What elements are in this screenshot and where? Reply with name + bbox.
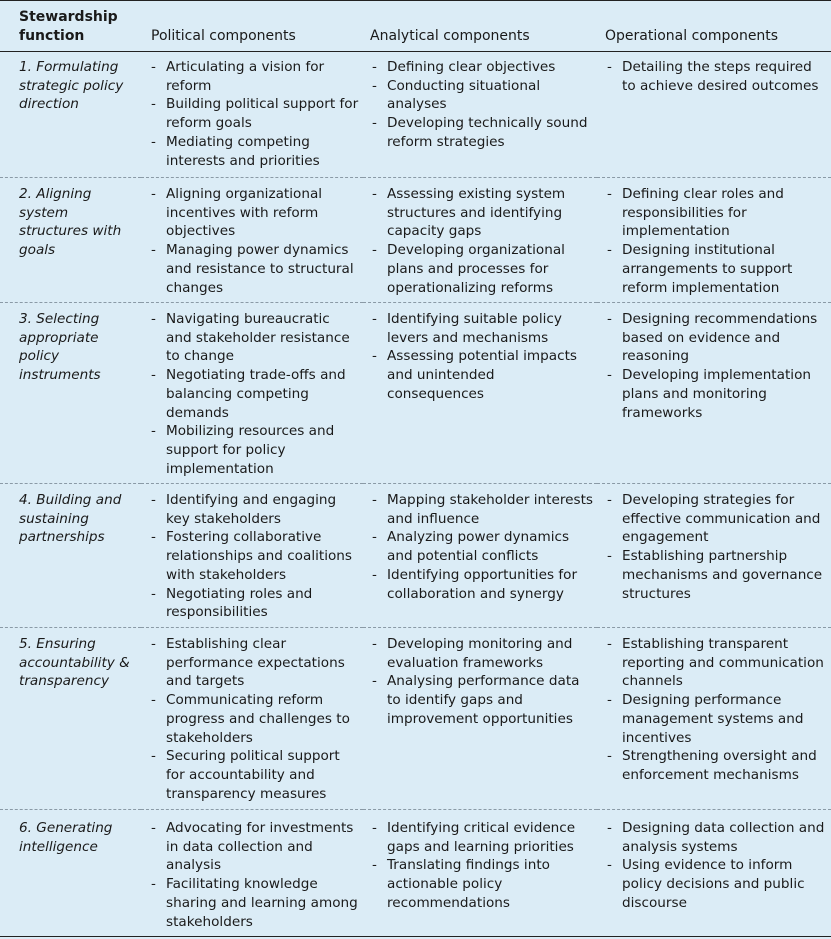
list-item: - Defining clear roles and responsibilities for implementation — [605, 185, 827, 241]
list-item: - Identifying and engaging key stakeholders — [149, 491, 359, 528]
operational-components-cell — [597, 484, 831, 628]
list-item: - Securing political support for accountability and transparency measures — [149, 747, 359, 803]
list-item: - Identifying critical evidence gaps and learning priorities — [370, 819, 593, 856]
political-components-list — [149, 310, 359, 478]
list-item: - Defining clear objectives — [370, 58, 593, 77]
list-item: - Developing organizational plans and processes for operationalizing reforms — [370, 241, 593, 297]
table-body — [0, 52, 831, 937]
stewardship-function-cell: 5. Ensuring accountability & transparency — [19, 636, 130, 690]
political-components-cell — [141, 628, 363, 810]
list-item: - Translating findings into actionable policy recommendations — [370, 856, 593, 912]
list-item: - Conducting situational analyses — [370, 77, 593, 114]
list-item: - Mediating competing interests and priorities — [149, 133, 359, 170]
list-item: - Detailing the steps required to achieve desired outcomes — [605, 58, 827, 95]
list-item: - Identifying suitable policy levers and mechanisms — [370, 310, 593, 347]
political-components-cell — [141, 303, 363, 484]
political-components-list — [149, 58, 359, 170]
list-item: - Facilitating knowledge sharing and learning among stakeholders — [149, 875, 359, 931]
political-components-cell — [141, 810, 363, 937]
table-row — [0, 52, 831, 178]
analytical-components-list — [370, 310, 593, 404]
list-item: - Mobilizing resources and support for policy implementation — [149, 422, 359, 478]
analytical-components-cell — [363, 178, 597, 303]
analytical-components-list — [370, 185, 593, 297]
list-item: - Designing performance management systems and incentives — [605, 691, 827, 747]
operational-components-list — [605, 819, 827, 913]
list-item: - Establishing transparent reporting and communication channels — [605, 635, 827, 691]
analytical-components-list — [370, 58, 593, 152]
operational-components-list — [605, 635, 827, 785]
operational-components-cell — [597, 628, 831, 810]
analytical-components-list — [370, 819, 593, 913]
list-item: - Developing strategies for effective communication and engagement — [605, 491, 827, 547]
analytical-components-list — [370, 491, 593, 603]
list-item: - Designing data collection and analysis systems — [605, 819, 827, 856]
table-row — [0, 178, 831, 303]
header-analytical-components: Analytical components — [370, 28, 530, 44]
list-item: - Aligning organizational incentives with reform objectives — [149, 185, 359, 241]
stewardship-function-cell: 3. Selecting appropriate policy instruments — [19, 311, 101, 384]
list-item: - Designing institutional arrangements to support reform implementation — [605, 241, 827, 297]
list-item: - Assessing existing system structures and identifying capacity gaps — [370, 185, 593, 241]
political-components-cell — [141, 52, 363, 178]
table-header — [0, 1, 831, 52]
political-components-list — [149, 819, 359, 931]
political-components-list — [149, 635, 359, 803]
operational-components-list — [605, 58, 827, 95]
political-components-list — [149, 491, 359, 622]
list-item: - Negotiating roles and responsibilities — [149, 585, 359, 622]
list-item: - Mapping stakeholder interests and influence — [370, 491, 593, 528]
operational-components-list — [605, 491, 827, 603]
list-item: - Negotiating trade-offs and balancing competing demands — [149, 366, 359, 422]
stewardship-function-cell: 6. Generating intelligence — [19, 820, 113, 855]
list-item: - Assessing potential impacts and unintended consequences — [370, 347, 593, 403]
list-item: - Identifying opportunities for collaboration and synergy — [370, 566, 593, 603]
political-components-cell — [141, 178, 363, 303]
political-components-cell — [141, 484, 363, 628]
analytical-components-cell — [363, 628, 597, 810]
list-item: - Building political support for reform goals — [149, 95, 359, 132]
political-components-list — [149, 185, 359, 297]
list-item: - Analysing performance data to identify gaps and improvement opportunities — [370, 672, 593, 728]
list-item: - Using evidence to inform policy decisions and public discourse — [605, 856, 827, 912]
list-item: - Designing recommendations based on evidence and reasoning — [605, 310, 827, 366]
table-row — [0, 810, 831, 937]
operational-components-cell — [597, 303, 831, 484]
stewardship-function-cell: 2. Aligning system structures with goals — [19, 186, 122, 259]
stewardship-function-cell: 4. Building and sustaining partnerships — [19, 492, 122, 546]
table-row — [0, 628, 831, 810]
header-political-components: Political components — [151, 28, 296, 44]
list-item: - Developing technically sound reform strategies — [370, 114, 593, 151]
analytical-components-list — [370, 635, 593, 729]
list-item: - Analyzing power dynamics and potential conflicts — [370, 528, 593, 565]
analytical-components-cell — [363, 484, 597, 628]
analytical-components-cell — [363, 303, 597, 484]
operational-components-list — [605, 310, 827, 422]
analytical-components-cell — [363, 52, 597, 178]
header-operational-components: Operational components — [605, 28, 779, 44]
list-item: - Articulating a vision for reform — [149, 58, 359, 95]
table-row — [0, 303, 831, 484]
operational-components-cell — [597, 178, 831, 303]
table-row — [0, 484, 831, 628]
list-item: - Fostering collaborative relationships and coalitions with stakeholders — [149, 528, 359, 584]
header-row — [0, 1, 831, 52]
list-item: - Developing monitoring and evaluation frameworks — [370, 635, 593, 672]
analytical-components-cell — [363, 810, 597, 937]
list-item: - Communicating reform progress and challenges to stakeholders — [149, 691, 359, 747]
header-stewardship-function: Stewardship function — [19, 9, 118, 44]
stewardship-function-cell: 1. Formulating strategic policy direction — [19, 59, 124, 113]
list-item: - Strengthening oversight and enforcement mechanisms — [605, 747, 827, 784]
operational-components-cell — [597, 52, 831, 178]
list-item: - Advocating for investments in data collection and analysis — [149, 819, 359, 875]
operational-components-list — [605, 185, 827, 297]
list-item: - Managing power dynamics and resistance to structural changes — [149, 241, 359, 297]
operational-components-cell — [597, 810, 831, 937]
list-item: - Navigating bureaucratic and stakeholder resistance to change — [149, 310, 359, 366]
list-item: - Developing implementation plans and monitoring frameworks — [605, 366, 827, 422]
list-item: - Establishing clear performance expectations and targets — [149, 635, 359, 691]
list-item: - Establishing partnership mechanisms and governance structures — [605, 547, 827, 603]
